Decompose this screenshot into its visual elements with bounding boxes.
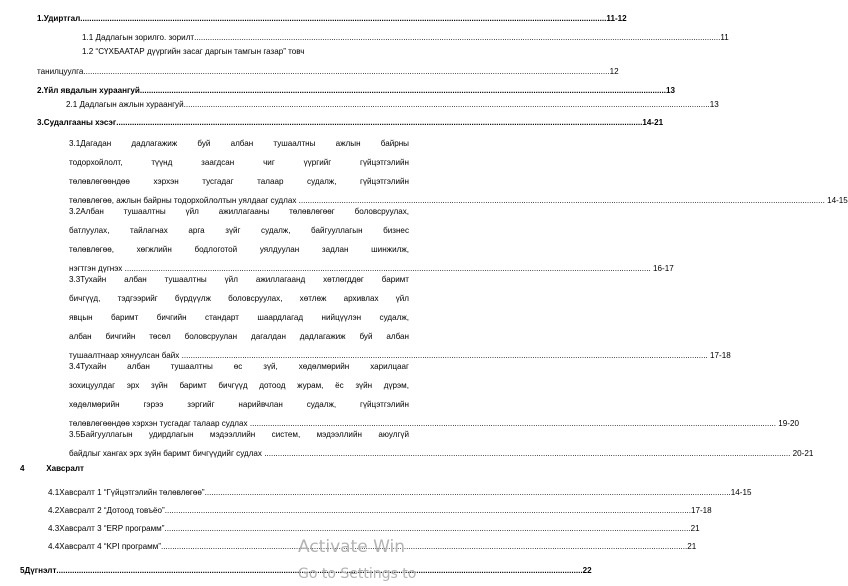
toc-line: төлөвлөгөө, хөгжлийн бодлоготой уялдуулан задлан шинжилж,	[69, 245, 409, 254]
toc-entry-4-1	[48, 488, 752, 498]
toc-title: 1.2 “СҮХБААТАР дүүргийн засаг даргын тамгын газар” товч	[82, 47, 305, 56]
toc-entry-2-1	[66, 100, 719, 110]
toc-page: 17-18	[710, 351, 731, 360]
toc-title: Удиртгал	[43, 14, 81, 23]
toc-entry-3-3	[69, 270, 731, 365]
toc-title: төлөвлөгөөндөө хэрхэн тусгадаг талаар судлах	[69, 419, 248, 428]
toc-leader	[161, 542, 687, 552]
toc-title: 1.1 Дадлагын зорилго. зорилт	[82, 33, 195, 42]
toc-line-last	[69, 444, 814, 463]
toc-title: тушаалтнаар хянуулсан байх	[69, 351, 180, 360]
toc-title: 2.1 Дадлагын ажлын хураангуй	[66, 100, 184, 109]
toc-page: 14-21	[642, 118, 664, 127]
toc-leader	[164, 524, 690, 534]
toc-entry-3-4	[69, 357, 799, 433]
toc-entry-2	[37, 86, 676, 96]
toc-leader	[165, 506, 691, 516]
toc-leader	[264, 449, 790, 458]
toc-line: явцын баримт бичгийн стандарт шаардлагад нийцүүлэн судалж,	[69, 313, 409, 322]
toc-line: 3.3Тухайн албан тушаалтны үйл ажиллагаанд хөтлөгддөг баримт	[69, 275, 409, 284]
toc-leader	[83, 67, 609, 77]
toc-leader	[205, 488, 731, 498]
toc-line: зохицуулдаг эрх зүйн баримт бичгүүд дотоод журам, ёс зүйн дүрэм,	[69, 381, 409, 390]
toc-page: 21	[687, 542, 697, 551]
toc-leader	[184, 100, 710, 110]
toc-title: Дүгнэлт	[24, 566, 57, 575]
toc-entry-3	[37, 118, 664, 128]
toc-line: 3.2Албан тушаалтны үйл ажиллагааны төлөвлөгөөг боловсруулах,	[69, 207, 409, 216]
toc-number: 4	[20, 464, 25, 473]
toc-number: 3.	[37, 118, 44, 127]
toc-page: 20-21	[792, 449, 814, 458]
toc-leader	[116, 118, 642, 128]
toc-number: 5	[20, 566, 25, 575]
toc-title: Үйл явдалын хураангуй	[43, 86, 140, 95]
toc-entry-3-1	[69, 134, 848, 210]
toc-leader	[194, 33, 720, 43]
toc-entry-1-2-line1	[82, 47, 304, 57]
toc-entry-1-1	[82, 33, 729, 43]
activation-watermark-line1: Activate Win	[298, 537, 406, 557]
toc-line: бичгүүд, тэдгээрийг бүрдүүлж боловсруулах, хөтлөж архивлах үйл	[69, 294, 409, 303]
toc-leader	[80, 14, 606, 24]
toc-page: 11	[720, 33, 729, 42]
toc-page: 14-15	[827, 196, 848, 205]
toc-page: 12	[609, 67, 619, 76]
toc-page: 11-12	[606, 14, 627, 23]
toc-line: 3.1Дагадан дадлагажиж буй албан тушаалтны ажлын байрны	[69, 139, 409, 148]
toc-title: танилцуулга	[37, 67, 84, 76]
toc-number: 1.	[37, 14, 44, 23]
toc-title: 4.2Хавсралт 2 “Дотоод товъёо”	[48, 506, 165, 515]
toc-page: 17-18	[690, 506, 712, 515]
toc-line: 3.5Байгууллагын удирдлагын мэдээллийн систем, мэдээллийн аюулгүй	[69, 430, 409, 439]
toc-page: 13	[666, 86, 676, 95]
toc-entry-1-2	[37, 67, 619, 77]
toc-page: 19-20	[778, 419, 799, 428]
toc-page: 22	[582, 566, 592, 575]
toc-entry-4-2	[48, 506, 712, 516]
toc-title: 4.3Хавсралт 3 “ERP программ”	[48, 524, 165, 533]
toc-page: 14-15	[730, 488, 752, 497]
toc-line: албан бичгийн төсөл боловсруулан дагалдан дадлагажиж буй албан	[69, 332, 409, 341]
toc-entry-3-5	[69, 425, 814, 463]
toc-number: 2.	[37, 86, 44, 95]
toc-page: 13	[709, 100, 719, 109]
toc-page: 16-17	[653, 264, 674, 273]
toc-entry-4-3	[48, 524, 700, 534]
toc-title: 4.4Хавсралт 4 “KPI программ”	[48, 542, 161, 551]
toc-entry-3-2	[69, 202, 674, 278]
toc-line: 3.4Тухайн албан тушаалтны өс зүй, хөдөлмөрийн харилцааг	[69, 362, 409, 371]
toc-page: 21	[690, 524, 700, 533]
toc-title: Судалгааны хэсэг	[43, 118, 117, 127]
toc-title: нэгтгэн дүгнэх	[69, 264, 123, 273]
toc-line: батлуулах, тайлагнах арга зүйг судалж, байгууллагын бизнес	[69, 226, 409, 235]
toc-entry-1	[37, 14, 627, 24]
activation-watermark-line2: Go to Settings to	[298, 566, 417, 582]
toc-line: төлөвлөгөөндөө хэрхэн тусгадаг талаар судалж, гүйцэтгэлийн	[69, 177, 409, 186]
toc-title: байдлыг хангах эрх зүйн баримт бичгүүдийг судлах	[69, 449, 262, 458]
toc-entry-4	[20, 464, 84, 474]
toc-line: тодорхойлолт, түүнд заагдсан чиг үүргийг гүйцэтгэлийн	[69, 158, 409, 167]
toc-title: Хавсралт	[46, 464, 84, 473]
toc-line: хөдөлмөрийн гэрээ зэргийг нарийвчлан судалж, гүйцэтгэлийн	[69, 400, 409, 409]
toc-title: 4.1Хавсралт 1 “Гүйцэтгэлийн төлөвлөгөө”	[48, 488, 205, 497]
toc-title: төлөвлөгөө, ажлын байрны тодорхойлолтын уялдааг судлах	[69, 196, 297, 205]
toc-leader	[140, 86, 666, 96]
